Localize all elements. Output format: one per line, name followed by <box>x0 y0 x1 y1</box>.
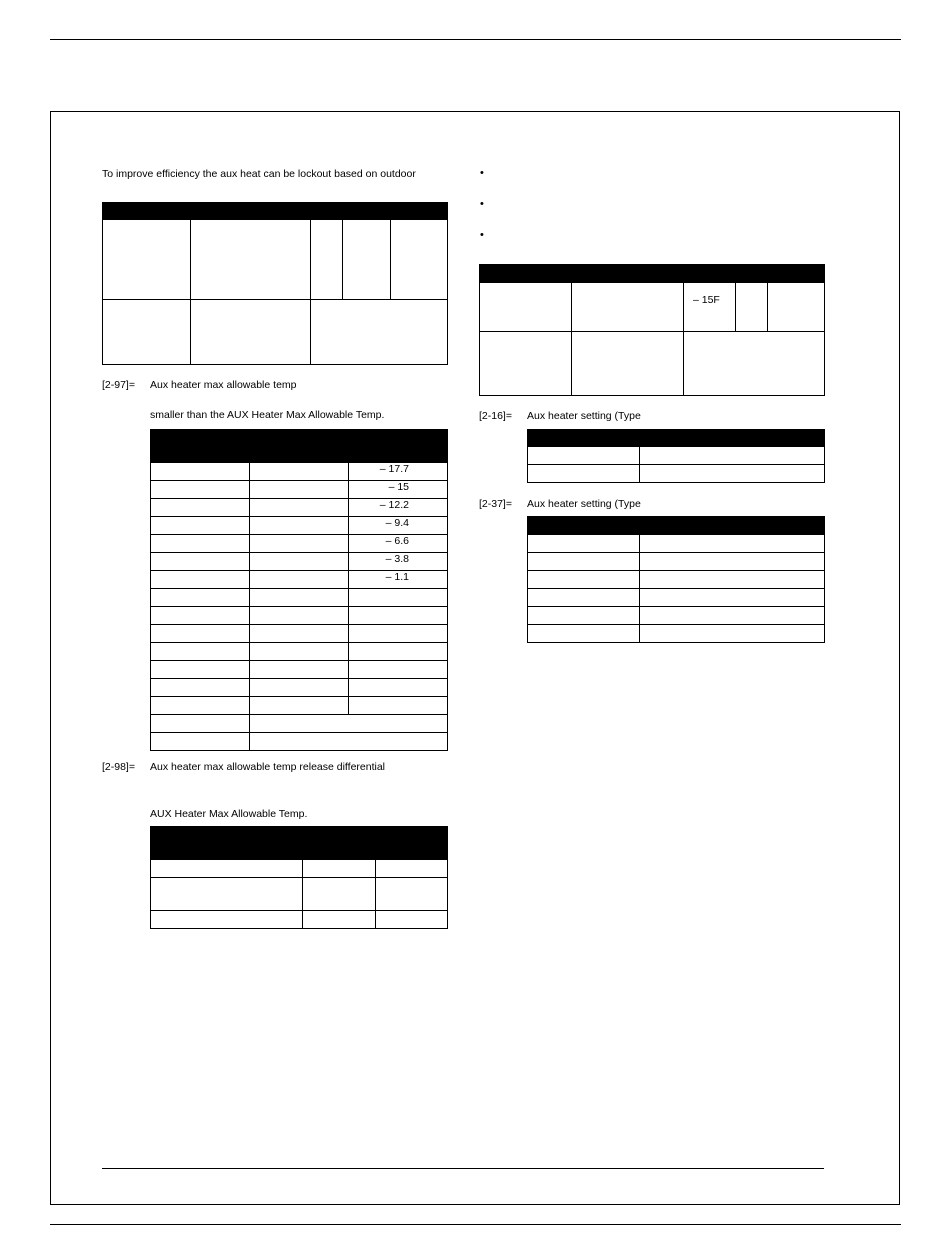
param-2-37-code: [2-37]= <box>479 498 512 510</box>
outdoor-lockout-table <box>479 264 825 396</box>
aux-heater-setting-table-2-16 <box>527 429 825 483</box>
temp-value-cell: – 6.6 <box>349 535 448 553</box>
temp-value-cell: – 3.8 <box>349 553 448 571</box>
header-rule <box>50 39 901 40</box>
param-2-98-label: Aux heater max allowable temp release differential <box>150 761 386 773</box>
aux-heater-setting-table-2-37 <box>527 516 825 643</box>
temp-value-cell: – 15 <box>349 481 448 499</box>
temp-value-cell: – 17.7 <box>349 463 448 481</box>
temp-value-cell: – 9.4 <box>349 517 448 535</box>
lockout-temp-cell: – 15F <box>684 283 736 332</box>
param-2-37-label: Aux heater setting (Type <box>527 498 641 510</box>
param-2-97-label: Aux heater max allowable temp <box>150 379 297 391</box>
release-differential-table <box>150 826 448 929</box>
temp-value-cell: – 12.2 <box>349 499 448 517</box>
inner-footer-rule <box>102 1168 824 1169</box>
param-2-16-code: [2-16]= <box>479 410 512 422</box>
param-2-98-code: [2-98]= <box>102 761 135 773</box>
temp-value-cell: – 1.1 <box>349 571 448 589</box>
bullet-2: • <box>480 198 484 210</box>
max-allowable-temp-table <box>150 429 448 751</box>
footer-rule <box>50 1224 901 1225</box>
param-2-16-label: Aux heater setting (Type <box>527 410 641 422</box>
param-2-97-code: [2-97]= <box>102 379 135 391</box>
param-2-97-note: smaller than the AUX Heater Max Allowable Temp. <box>150 409 385 421</box>
bullet-1: • <box>480 167 484 179</box>
bullet-3: • <box>480 229 484 241</box>
intro-text: To improve efficiency the aux heat can be lockout based on outdoor <box>102 168 416 180</box>
param-2-98-note: AUX Heater Max Allowable Temp. <box>150 808 308 820</box>
lockout-table <box>102 202 448 365</box>
